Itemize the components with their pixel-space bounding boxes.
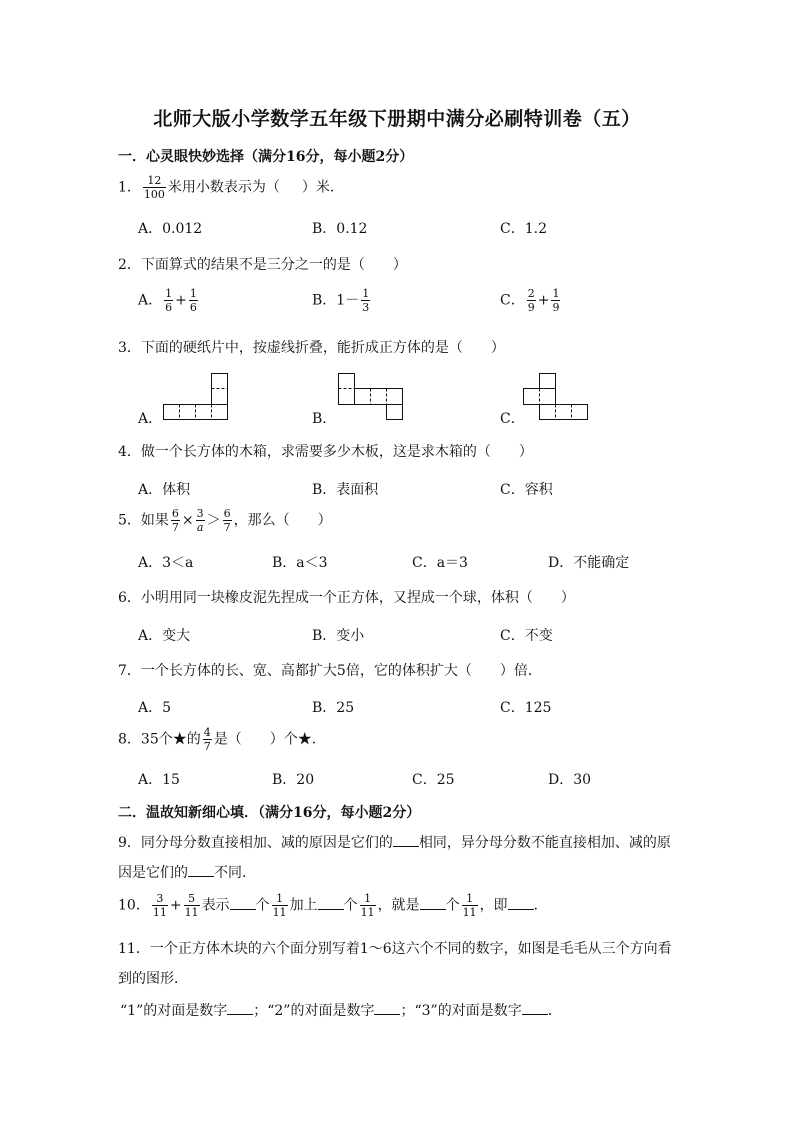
q8-option-b[interactable]: B．20: [272, 772, 315, 788]
cube-net-b: [338, 373, 408, 423]
q6-option-c[interactable]: C．不变: [500, 628, 553, 644]
q7-option-a[interactable]: A．5: [138, 700, 172, 716]
q7-option-c[interactable]: C．125: [500, 700, 552, 716]
q3-option-c[interactable]: C．: [500, 411, 525, 427]
q8-option-a[interactable]: A．15: [138, 772, 180, 788]
q6-option-a[interactable]: A．变大: [138, 628, 191, 644]
q5-option-a[interactable]: A．3＜a: [138, 555, 194, 571]
page-title: 北师大版小学数学五年级下册期中满分必刷特训卷（五）: [153, 108, 641, 130]
q2-option-a[interactable]: A． $\frac{1}{6}$ + $\frac{1}{6}$: [138, 287, 197, 314]
q2-option-b[interactable]: B．1－ $\frac{1}{3}$: [312, 287, 370, 314]
q7-option-b[interactable]: B．25: [312, 700, 355, 716]
question-8: 8．35个★的 $\frac{4}{7}$ 是（ ）个★．: [118, 726, 326, 753]
section-2-heading: 二．温故知新细心填．（满分16分，每小题2分）: [118, 805, 421, 821]
question-5: 5．如果 $\frac{6}{7}$ × $\frac{3}{a}$ ＞ $\frac{6}{7}$ ，那么（ ）: [118, 507, 332, 534]
question-3: 3．下面的硬纸片中，按虚线折叠，能折成正方体的是（ ）: [118, 340, 505, 356]
q4-option-a[interactable]: A．体积: [138, 482, 191, 498]
q6-option-b[interactable]: B．变小: [312, 628, 365, 644]
answer-blank[interactable]: [508, 897, 534, 910]
answer-blank[interactable]: [230, 897, 256, 910]
q1-option-b[interactable]: B．0.12: [312, 221, 368, 237]
q5-option-c[interactable]: C．a＝3: [412, 555, 468, 571]
question-9-line-2: 因是它们的 不同．: [118, 865, 256, 881]
question-9-line-1: 9．同分母分数直接相加、减的原因是它们的 相同，异分母分数不能直接相加、减的原: [118, 835, 671, 851]
question-7: 7．一个长方体的长、宽、高都扩大5倍，它的体积扩大（ ）倍．: [118, 663, 542, 679]
question-11-line-1: 11．一个正方体木块的六个面分别写着1～6这六个不同的数字，如图是毛毛从三个方向看: [118, 941, 672, 957]
q1-option-a[interactable]: A．0.012: [138, 221, 203, 237]
fraction: $\frac{12}{100}$: [143, 174, 165, 201]
q5-option-b[interactable]: B．a＜3: [272, 555, 328, 571]
question-1: 1． $\frac{12}{100}$ 米用小数表示为（ ）米．: [118, 174, 344, 201]
answer-blank[interactable]: [374, 1002, 400, 1015]
q3-option-a[interactable]: A．: [138, 411, 163, 427]
question-4: 4．做一个长方体的木箱，求需要多少木板，这是求木箱的（ ）: [118, 444, 533, 460]
section-1-heading: 一．心灵眼快妙选择（满分16分，每小题2分）: [118, 149, 414, 165]
question-10: 10． $\frac{3}{11}$ + $\frac{5}{11}$ 表示 个 $\frac{1}{11}$ 加上 个 $\frac{1}{11}$ ，就是 个 $\frac{1}{11}$ ，即 ．: [118, 892, 548, 919]
q4-option-c[interactable]: C．容积: [500, 482, 553, 498]
q3-option-b[interactable]: B．: [312, 411, 337, 427]
answer-blank[interactable]: [318, 897, 344, 910]
answer-blank[interactable]: [188, 864, 214, 877]
q1-option-c[interactable]: C．1.2: [500, 221, 547, 237]
answer-blank[interactable]: [393, 834, 419, 847]
answer-blank[interactable]: [227, 1002, 253, 1015]
q2-option-c[interactable]: C． $\frac{2}{9}$ + $\frac{1}{9}$: [500, 287, 560, 314]
q4-option-b[interactable]: B．表面积: [312, 482, 379, 498]
q8-option-d[interactable]: D．30: [548, 772, 592, 788]
q8-option-c[interactable]: C．25: [412, 772, 455, 788]
question-11-line-3: “1”的对面是数字 ；“2”的对面是数字 ；“3”的对面是数字 ．: [120, 1003, 562, 1019]
cube-net-c: [523, 373, 593, 423]
question-6: 6．小明用同一块橡皮泥先捏成一个正方体，又捏成一个球，体积（ ）: [118, 590, 575, 606]
cube-net-a: [163, 373, 233, 423]
question-11-line-2: 到的图形．: [118, 971, 188, 987]
question-2: 2．下面算式的结果不是三分之一的是（ ）: [118, 257, 407, 273]
q5-option-d[interactable]: D．不能确定: [548, 555, 630, 571]
answer-blank[interactable]: [522, 1002, 548, 1015]
answer-blank[interactable]: [420, 897, 446, 910]
